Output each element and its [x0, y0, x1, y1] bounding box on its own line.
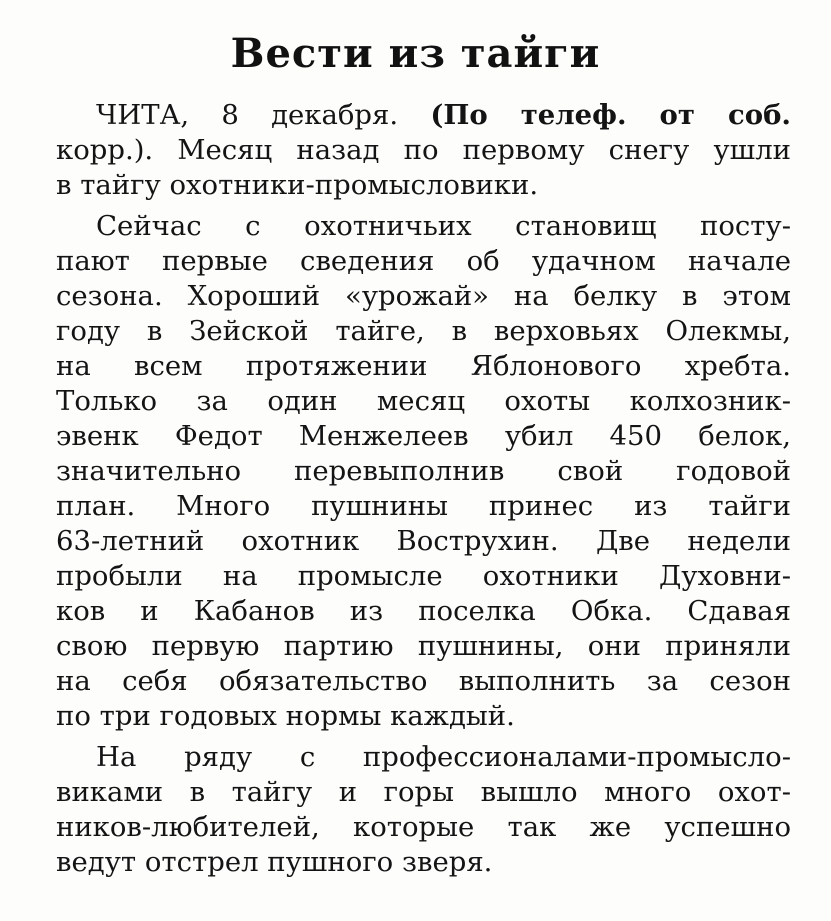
- text-line: план. Много пушнины принес из тайги: [56, 490, 791, 522]
- text-line: 63-летний охотник Вострухин. Две недели: [56, 525, 791, 557]
- dateline-line: [56, 98, 791, 133]
- text-line: ников-любителей, которые так же успешно: [56, 811, 791, 843]
- text-line: пробыли на промысле охотники Духовни-: [56, 560, 791, 592]
- text-line: Сейчас с охотничьих становищ посту-: [96, 210, 791, 242]
- text-line: пают первые сведения об удачном начале: [56, 245, 791, 277]
- text-line: году в Зейской тайге, в верховьях Олекмы,: [56, 315, 791, 347]
- text-line: Только за один месяц охоты колхозник-: [56, 385, 791, 417]
- paragraph-3: [56, 740, 791, 880]
- text-line: корр.). Месяц назад по первому снегу ушли: [56, 134, 791, 166]
- article-headline: Вести из тайги: [230, 30, 601, 77]
- article-body: [56, 98, 791, 880]
- text-line: ведут отстрел пушного зверя.: [56, 846, 493, 878]
- paragraph-2: [56, 209, 791, 734]
- text-line: ков и Кабанов из поселка Обка. Сдавая: [56, 595, 791, 627]
- text-line: виками в тайгу и горы вышло много охот-: [56, 776, 791, 808]
- dateline-source: (По телеф. от соб.: [430, 99, 791, 131]
- text-line: свою первую партию пушнины, они приняли: [56, 630, 791, 662]
- text-line: На ряду с профессионалами-промысло-: [96, 741, 791, 773]
- paragraph-1: [56, 98, 791, 203]
- dateline-place-date: ЧИТА, 8 декабря.: [96, 99, 399, 131]
- text-line: на себя обязательство выполнить за сезон: [56, 665, 791, 697]
- text-line: по три годовых нормы каждый.: [56, 700, 515, 732]
- text-line: эвенк Федот Менжелеев убил 450 белок,: [56, 420, 791, 452]
- text-line: сезона. Хороший «урожай» на белку в этом: [56, 280, 791, 312]
- text-line: значительно перевыполнив свой годовой: [56, 455, 791, 487]
- text-line: в тайгу охотники-промысловики.: [56, 169, 539, 201]
- text-line: на всем протяжении Яблонового хребта.: [56, 350, 791, 382]
